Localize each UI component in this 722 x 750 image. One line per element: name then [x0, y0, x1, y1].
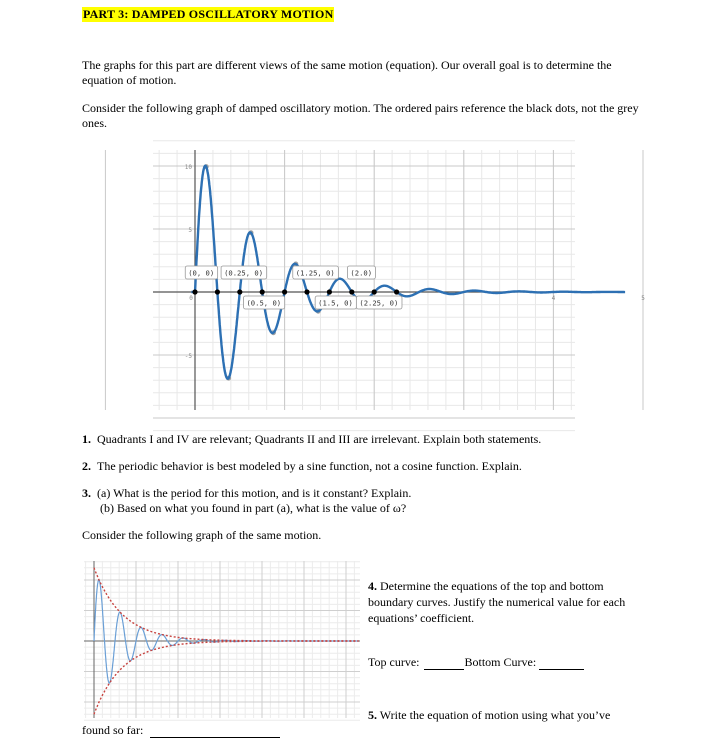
zero-point	[349, 289, 354, 294]
top-curve-label: Top curve:	[368, 655, 420, 669]
x-tick-label: 4	[551, 295, 556, 302]
y-tick-label: 10	[184, 164, 192, 171]
boundary-answer-line	[368, 654, 668, 670]
question-1-text: Quadrants I and IV are relevant; Quadrants II and III are irrelevant. Explain both statements.	[97, 432, 542, 446]
question-1	[82, 432, 541, 447]
zero-point	[372, 289, 377, 294]
question-4	[368, 578, 638, 626]
question-2	[82, 459, 522, 474]
x-tick-label: 5	[641, 295, 645, 302]
bottom-curve-blank[interactable]	[539, 669, 584, 670]
boundary-curves-graph	[84, 561, 360, 718]
point-label	[356, 296, 402, 309]
consider-second-graph: Consider the following graph of the same motion.	[82, 528, 322, 542]
point-label	[221, 266, 267, 279]
found-so-far	[82, 723, 280, 738]
question-3	[82, 486, 411, 501]
zero-point	[192, 289, 197, 294]
point-label	[315, 296, 356, 309]
intro-paragraph-1: The graphs for this part are different views of the same motion (equation). Our overall goal is to determine the equation of motion.	[82, 58, 612, 87]
section-title	[82, 7, 334, 22]
question-5	[368, 707, 638, 723]
point-label	[185, 266, 217, 279]
zero-point	[304, 289, 309, 294]
question-5-text: Write the equation of motion using what you’ve	[379, 708, 611, 722]
point-label-text: (2.25, 0)	[359, 298, 399, 308]
point-label-text: (2.0)	[350, 268, 373, 278]
point-label	[347, 266, 375, 279]
y-tick-label: -5	[184, 353, 192, 360]
question-3b-text: (b) Based on what you found in part (a), what is the value of ω?	[100, 501, 407, 515]
damped-motion-graph	[153, 150, 645, 410]
point-label-text: (0, 0)	[188, 268, 215, 278]
equation-answer-blank[interactable]	[150, 737, 280, 738]
point-label-text: (0.5, 0)	[246, 298, 282, 308]
top-curve-blank[interactable]	[424, 669, 464, 670]
point-label	[293, 266, 339, 279]
question-4-text: Determine the equations of the top and bottom boundary curves. Justify the numerical value for each equations’ coefficient.	[368, 579, 626, 625]
question-5-number: 5.	[368, 708, 377, 722]
zero-point	[237, 289, 242, 294]
question-3a-text: (a) What is the period for this motion, and is it constant? Explain.	[97, 486, 412, 500]
found-so-far-text: found so far:	[82, 723, 144, 737]
x-tick-label: 0	[189, 295, 193, 302]
question-3-number: 3.	[82, 486, 91, 500]
section-subject: DAMPED OSCILLATORY MOTION	[131, 7, 334, 21]
zero-point	[282, 289, 287, 294]
point-label	[243, 296, 284, 309]
part-label: PART 3:	[83, 7, 129, 21]
zero-point	[260, 289, 265, 294]
question-2-number: 2.	[82, 459, 91, 473]
bottom-curve-label: Bottom Curve:	[464, 655, 537, 669]
y-tick-label: 5	[188, 227, 192, 234]
intro-paragraph-2: Consider the following graph of damped oscillatory motion. The ordered pairs reference the black dots, not the grey ones.	[82, 101, 639, 130]
zero-point	[394, 289, 399, 294]
zero-point	[327, 289, 332, 294]
question-1-number: 1.	[82, 432, 91, 446]
point-label-text: (0.25, 0)	[224, 268, 264, 278]
zero-point	[215, 289, 220, 294]
question-2-text: The periodic behavior is best modeled by a sine function, not a cosine function. Explain.	[97, 459, 522, 473]
point-label-text: (1.25, 0)	[295, 268, 335, 278]
point-label-text: (1.5, 0)	[318, 298, 353, 308]
question-4-number: 4.	[368, 579, 377, 593]
